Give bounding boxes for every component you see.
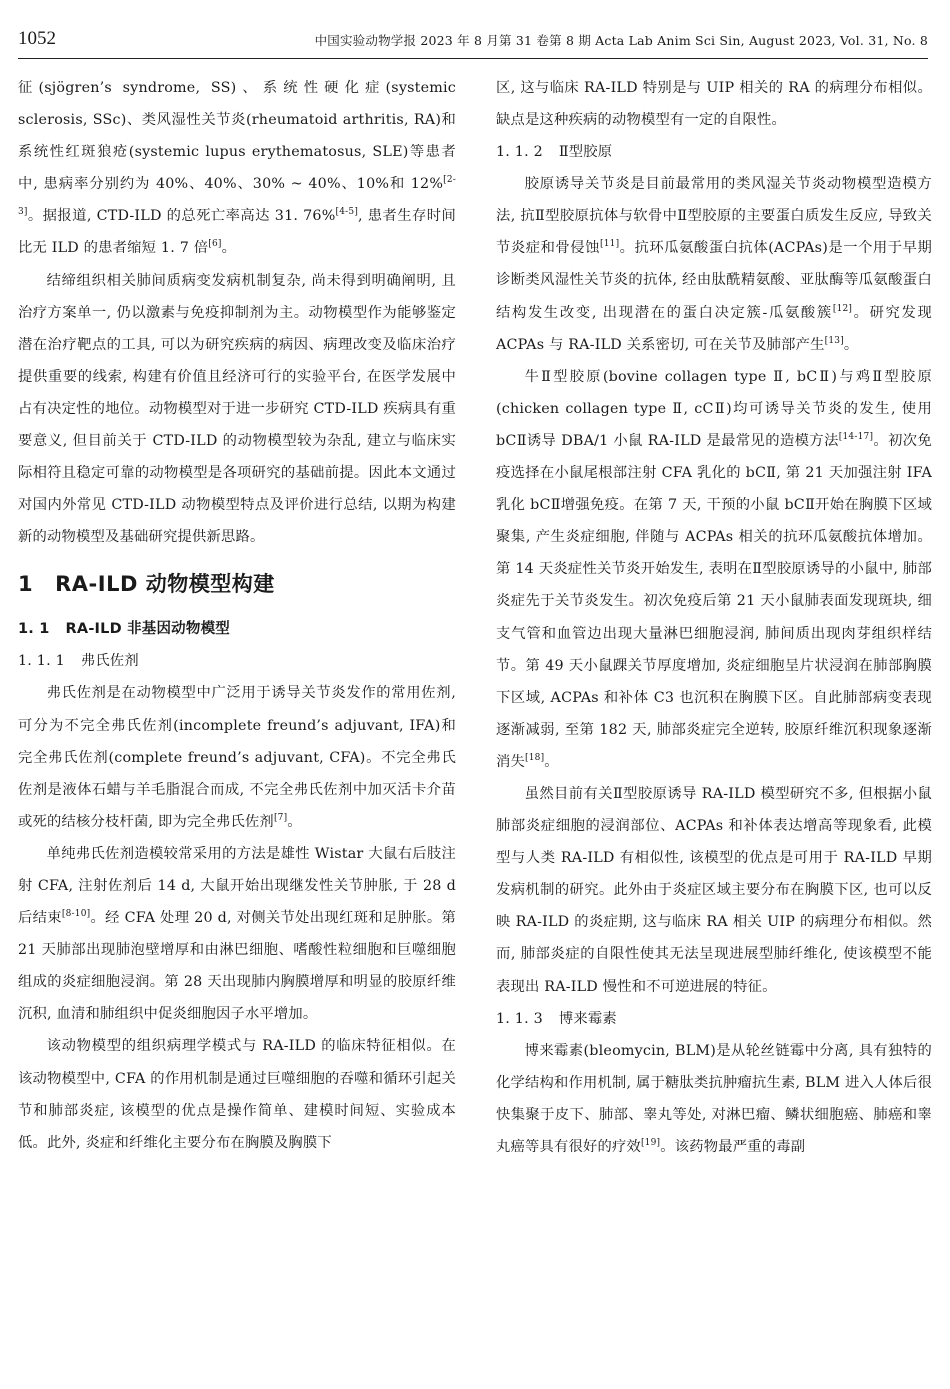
right-column: [496, 72, 932, 1163]
citation[interactable]: [4-5]: [335, 207, 359, 218]
paragraph: 区, 这与临床 RA-ILD 特别是与 UIP 相关的 RA 的病理分布相似。缺点是这种疾病的动物模型有一定的自限性。: [496, 80, 932, 129]
citation[interactable]: [7]: [273, 813, 288, 824]
page-number: 1052: [18, 28, 56, 49]
citation[interactable]: [18]: [525, 753, 545, 764]
citation[interactable]: [2-3]: [18, 175, 456, 218]
subsection-heading: 1. 1 RA-ILD 非基因动物模型: [18, 621, 230, 638]
subsubsection-heading: 1. 1. 3 博来霉素: [496, 1010, 617, 1027]
paragraph: 弗氏佐剂是在动物模型中广泛用于诱导关节炎发作的常用佐剂, 可分为不完全弗氏佐剂(incomplete freund’s adjuvant, IFA)和完全弗氏佐剂(complete freund’s adjuvant, CFA)。不完全弗氏佐剂是液体石蜡与羊毛脂混合而成, 不完全弗氏佐剂中加灭活卡介苗或死的结核分枝杆菌, 即为完全弗氏佐剂[7]。: [18, 685, 456, 830]
citation[interactable]: [11]: [600, 239, 620, 250]
paragraph: 征(sjögren’s syndrome, SS)、系统性硬化症(systemic sclerosis, SSc)、类风湿性关节炎(rheumatoid arthritis, RA)和系统性红斑狼疮(systemic lupus erythematosus, SLE)等患者中, 患病率分别约为 40%、40%、30% ~ 40%、10%和 12%[2-3]。据报道, CTD-ILD 的总死亡率高达 31. 76%[4-5], 患者生存时间比无 ILD 的患者缩短 1. 7 倍[6]。: [18, 80, 456, 257]
citation[interactable]: [13]: [824, 335, 844, 346]
page-header: [18, 28, 928, 59]
subsubsection-heading: 1. 1. 2 Ⅱ型胶原: [496, 144, 613, 161]
citation[interactable]: [14-17]: [838, 432, 874, 443]
paragraph: 该动物模型的组织病理学模式与 RA-ILD 的临床特征相似。在该动物模型中, CFA 的作用机制是通过巨噬细胞的吞噬和循环引起关节和肺部炎症, 该模型的优点是操作简单、建模时间短、实验成本低。此外, 炎症和纤维化主要分布在胸膜及胸膜下: [18, 1038, 456, 1151]
section-heading: 1 RA-ILD 动物模型构建: [18, 572, 275, 597]
paragraph: 博来霉素(bleomycin, BLM)是从轮丝链霉中分离, 具有独特的化学结构和作用机制, 属于糖肽类抗肿瘤抗生素, BLM 进入人体后很快集聚于皮下、肺部、睾丸等处, 对淋巴瘤、鳞状细胞癌、肺癌和睾丸癌等具有很好的疗效[19]。该药物最严重的毒副: [496, 1042, 932, 1155]
paragraph: 结缔组织相关肺间质病变发病机制复杂, 尚未得到明确阐明, 且治疗方案单一, 仍以激素与免疫抑制剂为主。动物模型作为能够鉴定潜在治疗靶点的工具, 可以为研究疾病的病因、病理改变及临床治疗提供重要的线索, 构建有价值且经济可行的实验平台, 在医学发展中占有决定性的地位。动物模型对于进一步研究 CTD-ILD 疾病具有重要意义, 但目前关于 CTD-ILD 的动物模型较为杂乱, 建立与临床实际相符且稳定可靠的动物模型是各项研究的基础前提。因此本文通过对国内外常见 CTD-ILD 动物模型特点及评价进行总结, 以期为构建新的动物模型及基础研究提供新思路。: [18, 272, 456, 546]
citation[interactable]: [12]: [832, 303, 853, 314]
paragraph: 胶原诱导关节炎是目前最常用的类风湿关节炎动物模型造模方法, 抗Ⅱ型胶原抗体与软骨中Ⅱ型胶原的主要蛋白质发生反应, 导致关节炎症和骨侵蚀[11]。抗环瓜氨酸蛋白抗体(ACPAs)是一个用于早期诊断类风湿性关节炎的抗体, 经由肽酰精氨酸、亚肽酶等瓜氨酸蛋白结构发生改变, 出现潜在的蛋白决定簇-瓜氨酸簇[12]。研究发现 ACPAs 与 RA-ILD 关系密切, 可在关节及肺部产生[13]。: [496, 176, 932, 353]
running-head: 中国实验动物学报 2023 年 8 月第 31 卷第 8 期 Acta Lab Anim Sci Sin, August 2023, Vol. 31, No. 8: [314, 33, 928, 48]
citation[interactable]: [19]: [640, 1138, 661, 1149]
subsubsection-heading: 1. 1. 1 弗氏佐剂: [18, 653, 139, 670]
citation[interactable]: [8-10]: [61, 909, 91, 920]
citation[interactable]: [6]: [208, 239, 222, 250]
paragraph: 牛Ⅱ型胶原(bovine collagen type Ⅱ, bCⅡ)与鸡Ⅱ型胶原(chicken collagen type Ⅱ, cCⅡ)均可诱导关节炎的发生, 使用 bCⅡ诱导 DBA/1 小鼠 RA-ILD 是最常见的造模方法[14-17]。初次免疫选择在小鼠尾根部注射 CFA 乳化的 bCⅡ, 第 21 天加强注射 IFA 乳化 bCⅡ增强免疫。在第 7 天, 干预的小鼠 bCⅡ开始在胸膜下区域聚集, 产生炎症细胞, 伴随与 ACPAs 相关的抗环瓜氨酸抗体增加。第 14 天炎症性关节炎开始发生, 表明在Ⅱ型胶原诱导的小鼠中, 肺部炎症先于关节炎发生。初次免疫后第 21 天小鼠肺表面发现斑块, 细支气管和血管边出现大量淋巴细胞浸润, 肺间质出现肉芽组织样结节。第 49 天小鼠踝关节厚度增加, 炎症细胞呈片状浸润在肺部胸膜下区域, ACPAs 和补体 C3 也沉积在胸膜下区。自此肺部病变表现逐渐减弱, 至第 182 天, 肺部炎症完全逆转, 胶原纤维沉积现象逐渐消失[18]。: [496, 368, 932, 770]
paragraph: 单纯弗氏佐剂造模较常采用的方法是雄性 Wistar 大鼠右后肢注射 CFA, 注射佐剂后 14 d, 大鼠开始出现继发性关节肿胀, 于 28 d 后结束[8-10]。经 CFA 处理 20 d, 对侧关节处出现红斑和足肿胀。第 21 天肺部出现肺泡壁增厚和由淋巴细胞、嗜酸性粒细胞和巨噬细胞组成的炎症细胞浸润。第 28 天出现肺内胸膜增厚和明显的胶原纤维沉积, 血清和肺组织中促炎细胞因子水平增加。: [18, 845, 456, 1023]
paragraph: 虽然目前有关Ⅱ型胶原诱导 RA-ILD 模型研究不多, 但根据小鼠肺部炎症细胞的浸润部位、ACPAs 和补体表达增高等现象看, 此模型与人类 RA-ILD 有相似性, 该模型的优点是可用于 RA-ILD 早期发病机制的研究。此外由于炎症区域主要分布在胸膜下区, 也可以反映 RA-ILD 的炎症期, 这与临床 RA 相关 UIP 的病理分布相似。然而, 肺部炎症的自限性使其无法呈现进展型肺纤维化, 使该模型不能表现出 RA-ILD 慢性和不可逆进展的特征。: [496, 785, 932, 995]
left-column: [18, 72, 456, 1159]
